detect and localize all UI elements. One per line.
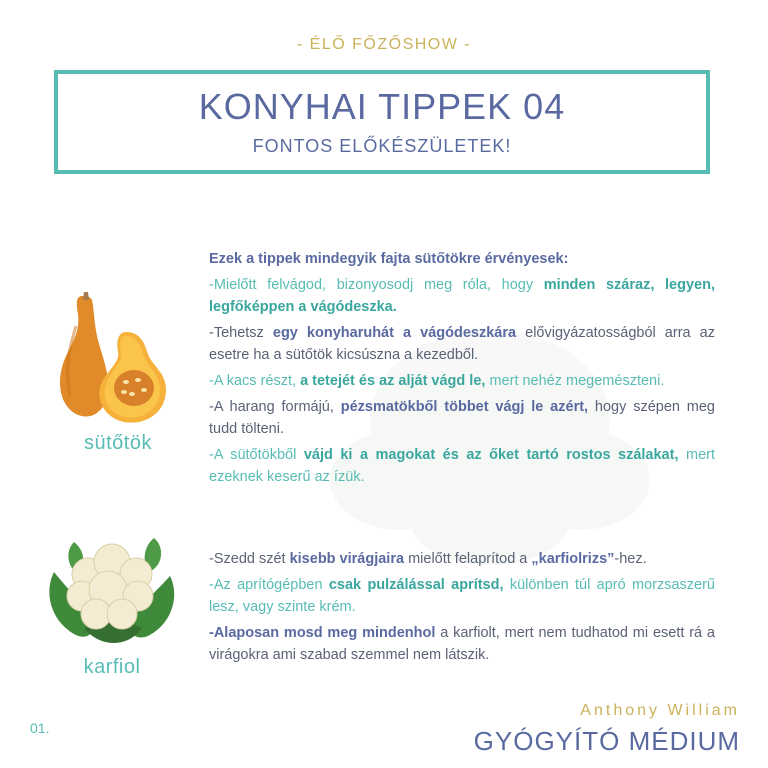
squash-tip-emphasis: vájd ki a magokat és az őket tartó rostos szálakat, [303,447,679,463]
squash-tips-list [209,274,715,488]
butternut-squash-image [48,286,178,430]
cauliflower-image [44,532,180,648]
squash-tip [209,322,715,366]
squash-tip-text: -Tehetsz [209,325,273,341]
cauliflower-tip-text: mielőtt felaprítod a [404,551,532,567]
squash-tip-text: -A harang formájú, [209,399,341,415]
squash-tip-emphasis: egy konyharuhát a vágódeszkára [272,325,517,341]
show-kicker: - ÉLŐ FŐZŐSHOW - [296,36,472,53]
squash-tip [209,274,715,318]
cauliflower-tip [209,622,715,666]
squash-tip-text: mert nehéz megemészteni. [485,373,665,389]
cauliflower-tip-text: különben túl apró morzsaszerű lesz, vagy szinte krém. [209,577,715,615]
squash-tip [209,396,715,440]
squash-tip-text: -Mielőtt felvágod, bizonyosodj meg róla, hogy [209,277,544,293]
brand-name: GYÓGYÍTÓ MÉDIUM [473,726,740,756]
page-title: KONYHAI TIPPEK 04 [198,86,566,127]
cauliflower-tip-emphasis: csak pulzálással aprítsd, [328,577,504,593]
squash-tips-heading: Ezek a tippek mindegyik fajta sütőtökre érvényesek: [209,251,569,267]
cauliflower-tip-emphasis: -Alaposan mosd meg mindenhol [209,625,436,641]
squash-tip-emphasis: a tetejét és az alját vágd le, [300,373,486,389]
squash-tip-text: -A sütőtökből [209,447,304,463]
author-name: Anthony William [580,702,740,719]
page-subtitle: FONTOS ELŐKÉSZÜLETEK! [252,136,512,156]
cauliflower-tip-text: -hez. [614,551,647,567]
cauliflower-tips-list [209,548,715,666]
squash-tip-text: -A kacs részt, [209,373,301,389]
cauliflower-tips [209,548,715,670]
cauliflower-tip-text: a karfiolt, mert nem tudhatod mi esett rá a virágokra ami szabad szemmel nem látszik. [209,625,715,663]
squash-tips [209,248,715,492]
cauliflower-label: karfiol [83,656,141,678]
squash-tip-emphasis: minden száraz, legyen, legfőképpen a vágódeszka. [209,277,715,315]
cauliflower-tip-emphasis: kisebb virágjaira [289,551,405,567]
squash-tip-text: mert ezeknek keserű az ízük. [209,447,715,485]
cauliflower-tip [209,548,715,570]
cauliflower-tip-text: -Az aprítógépben [209,577,329,593]
cauliflower-tip [209,574,715,618]
squash-tip [209,444,715,488]
squash-tip-text: hogy szépen meg tudd tölteni. [209,399,715,437]
squash-tip-text: elővigyázatosságból arra az esetre ha a sütőtök kicsúszna a kezedből. [209,325,715,363]
squash-tip-emphasis: pézsmatökből többet vágj le azért, [340,399,589,415]
squash-tip [209,370,715,392]
cauliflower-tip-emphasis: „karfiolrizs” [531,551,615,567]
squash-label: sütőtök [84,432,152,454]
cauliflower-tip-text: -Szedd szét [209,551,290,567]
page-number: 01. [30,720,50,736]
